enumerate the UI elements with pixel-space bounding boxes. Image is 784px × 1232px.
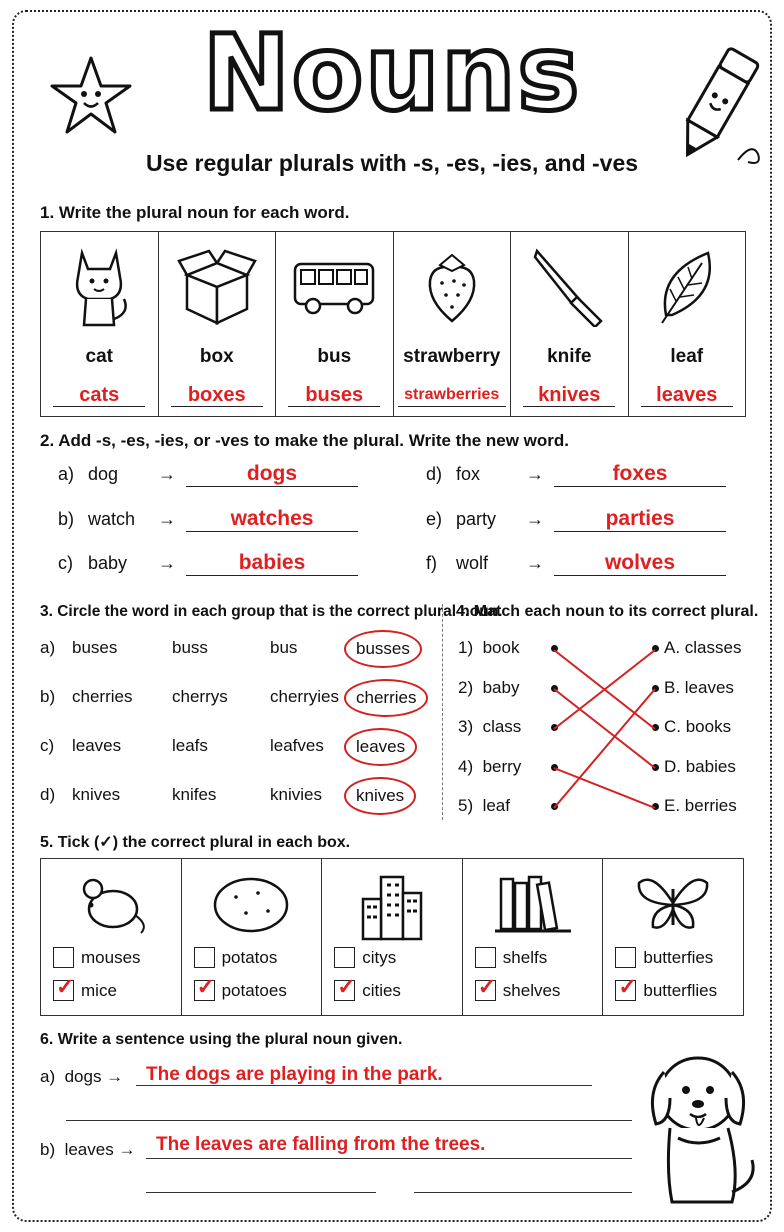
check-mark-icon: ✓ [477,974,497,999]
check-mark-icon: ✓ [618,974,637,999]
word-cell [628,232,746,417]
word-choice[interactable]: knivies [270,785,322,804]
word-choice[interactable]: leafves [270,736,324,755]
match-noun: 4) berry [458,756,522,776]
answer-field[interactable]: babies [186,551,358,576]
box-icon [177,243,257,327]
tick-option[interactable] [53,974,117,1001]
sentence-prompt: b) leaves → [40,1140,136,1159]
shelf-icon [463,869,603,939]
circled-word[interactable]: leaves [344,728,417,766]
checkbox[interactable] [334,947,355,968]
option-label: potatoes [221,980,287,1000]
option-label: butterflies [643,980,718,1000]
word-cell [511,232,629,417]
tick-option[interactable] [334,974,401,1001]
word-choice[interactable]: cherries [72,687,133,706]
row-label: c) [40,736,55,755]
match-noun: 3) class [458,717,522,736]
answer-field[interactable]: buses [288,384,380,407]
answer-field[interactable]: leaves [641,384,733,407]
section5-heading: 5. Tick (✓) the correct plural in each box. [40,834,351,851]
q2-item: b) watch → watches [58,507,358,532]
word-cell [393,232,511,417]
answer-field[interactable]: foxes [554,462,726,487]
check-mark-icon: ✓ [56,974,75,999]
tick-option[interactable] [475,974,561,1001]
checkbox[interactable] [334,974,356,1001]
bus-icon [289,250,379,320]
word-cell [276,232,394,417]
word-choice[interactable]: cherrys [172,687,228,706]
match-line [554,689,655,808]
checkbox[interactable] [194,947,215,968]
option-label: butterfies [643,947,714,967]
answer-line [136,1085,592,1086]
word-label: strawberry [403,346,501,367]
row-label: b) [40,687,56,706]
sentence-answer[interactable]: The leaves are falling from the trees. [156,1134,486,1155]
answer-line [146,1158,632,1159]
word-cell [158,232,276,417]
tick-cell [182,859,323,1015]
knife-icon [529,243,609,327]
answer-field[interactable]: parties [554,507,726,532]
option-label: mouses [81,947,141,967]
city-icon [322,869,462,941]
butterfly-icon [633,869,713,939]
checkbox[interactable] [194,974,216,1001]
match-noun: 1) book [458,638,520,657]
answer-field[interactable]: knives [523,384,615,407]
checkbox[interactable] [53,947,74,968]
mouse-icon [71,869,151,939]
circled-word[interactable]: busses [344,630,422,668]
match-line [554,689,655,768]
dog-icon [640,1042,768,1210]
answer-line [146,1192,376,1193]
word-choice[interactable]: knives [72,785,121,804]
tick-option[interactable] [53,947,141,968]
section-divider [442,604,443,820]
match-noun: 5) leaf [458,796,510,815]
tick-cell [41,859,182,1015]
section1-heading: 1. Write the plural noun for each word. [40,203,350,222]
tick-option[interactable] [334,947,396,968]
q2-item: e) party → parties [426,507,726,532]
checkbox[interactable] [615,947,636,968]
word-choice[interactable]: leaves [72,736,122,755]
match-line [554,768,655,808]
match-plural: C. books [664,717,732,736]
plural-word-table [40,231,746,417]
potato-icon [182,869,322,939]
match-noun: 2) baby [458,677,520,697]
strawberry-icon [422,245,482,325]
tick-cell [322,859,463,1015]
cat-icon [64,243,134,327]
tick-grid [40,858,744,1016]
match-plural: B. leaves [664,677,734,697]
shelf-icon [493,869,573,939]
option-label: shelves [502,980,561,1000]
circled-word[interactable]: knives [344,777,416,815]
word-label: bus [317,346,352,367]
word-choice[interactable]: knifes [172,785,217,804]
q2-item: d) fox → foxes [426,462,726,487]
star-icon [46,50,136,140]
checkbox[interactable] [475,974,497,1001]
answer-line [414,1192,632,1193]
option-label: potatos [221,947,278,967]
answer-field[interactable]: boxes [171,384,263,407]
check-mark-icon: ✓ [337,974,356,999]
option-label: mice [81,980,117,1000]
subtitle: Use regular plurals with -s, -es, -ies, and -ves [145,150,639,176]
answer-field[interactable]: cats [53,384,145,407]
check-mark-icon: ✓ [196,974,216,999]
answer-field[interactable]: wolves [554,551,726,576]
section3-heading: 3. Circle the word in each group that is the correct plural noun. [40,603,503,620]
butterfly-icon [603,869,743,939]
circled-word[interactable]: cherries [344,679,428,717]
word-label: knife [547,346,592,367]
checkbox[interactable] [615,974,637,1001]
match-lines [540,636,670,816]
option-label: citys [362,947,397,967]
word-choice[interactable]: cherryies [270,687,339,706]
tick-option[interactable] [475,947,547,968]
sentence-prompt: a) dogs → [40,1067,124,1086]
option-label: shelfs [502,947,548,967]
row-label: d) [40,785,56,804]
tick-option[interactable] [615,974,718,1001]
q2-item: a) dog → dogs [58,462,358,487]
row-label: a) [40,638,56,657]
tick-cell [463,859,604,1015]
word-choice[interactable]: buss [172,638,208,657]
q2-item: c) baby → babies [58,551,358,576]
tick-option[interactable] [615,947,713,968]
answer-field[interactable]: dogs [186,462,358,487]
word-label: box [199,346,234,367]
sentence-answer[interactable]: The dogs are playing in the park. [146,1064,443,1085]
word-choice[interactable]: bus [270,638,298,657]
section4-heading: 4. Match each noun to its correct plural. [456,603,759,620]
section6-heading: 6. Write a sentence using the plural noun given. [40,1031,403,1048]
checkbox[interactable] [475,947,496,968]
match-plural: E. berries [664,796,737,815]
option-label: cities [362,980,401,1000]
match-plural: D. babies [664,756,736,776]
word-choice[interactable]: leafs [172,736,208,755]
city-icon [357,869,427,941]
section2-heading: 2. Add -s, -es, -ies, or -ves to make the plural. Write the new word. [40,431,570,450]
tick-cell [603,859,743,1015]
tick-option[interactable] [194,947,278,968]
leaf-icon [652,243,722,327]
page-title: Nouns [202,12,582,134]
potato-icon [206,869,296,939]
mouse-icon [41,869,181,939]
match-plural: A. classes [664,638,742,657]
tick-option[interactable] [194,974,287,1001]
word-cell [41,232,159,417]
answer-line [66,1120,632,1121]
answer-field[interactable]: watches [186,507,358,532]
word-choice[interactable]: buses [72,638,118,657]
checkbox[interactable] [53,974,75,1001]
word-label: leaf [670,346,704,367]
q2-item: f) wolf → wolves [426,551,726,576]
answer-field[interactable]: strawberries [398,384,506,407]
word-label: cat [85,346,113,367]
